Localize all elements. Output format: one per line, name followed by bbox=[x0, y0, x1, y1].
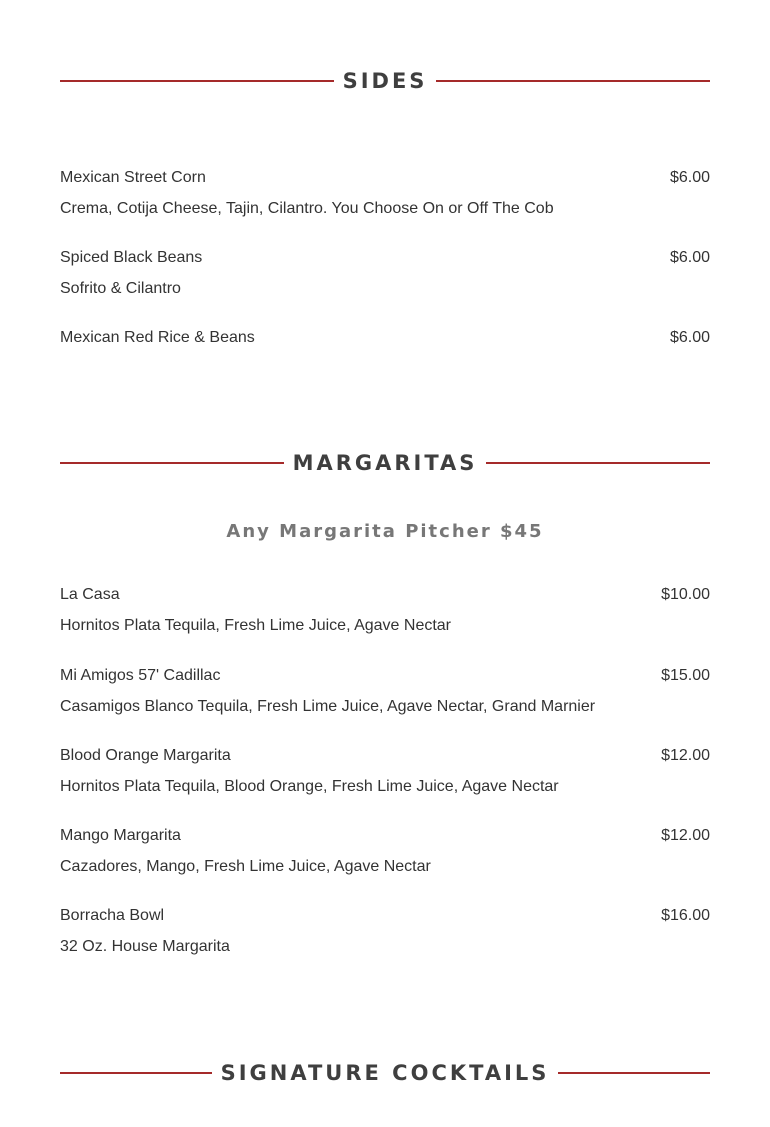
menu-item-mango-margarita bbox=[60, 826, 710, 877]
menu-item-spiced-black-beans bbox=[60, 248, 710, 299]
item-price: $10.00 bbox=[661, 586, 710, 603]
item-description: Hornitos Plata Tequila, Blood Orange, Fresh Lime Juice, Agave Nectar bbox=[60, 778, 559, 795]
sides-heading bbox=[60, 66, 710, 96]
signature-cocktails-title: SIGNATURE COCKTAILS bbox=[220, 1061, 550, 1085]
heading-rule-left bbox=[60, 80, 334, 82]
item-description: Cazadores, Mango, Fresh Lime Juice, Agave Nectar bbox=[60, 858, 431, 875]
item-name: Blood Orange Margarita bbox=[60, 747, 231, 764]
heading-rule-right bbox=[436, 80, 710, 82]
item-price: $12.00 bbox=[661, 747, 710, 764]
item-name: La Casa bbox=[60, 586, 120, 603]
item-name: Mango Margarita bbox=[60, 827, 181, 844]
heading-rule-left bbox=[60, 1072, 212, 1074]
item-name: Mexican Street Corn bbox=[60, 169, 206, 186]
margaritas-title: MARGARITAS bbox=[292, 451, 478, 475]
sides-title: SIDES bbox=[342, 69, 428, 93]
item-description: Hornitos Plata Tequila, Fresh Lime Juice, Agave Nectar bbox=[60, 617, 452, 634]
item-description: Casamigos Blanco Tequila, Fresh Lime Juice, Agave Nectar, Grand Marnier bbox=[60, 698, 596, 715]
heading-rule-right bbox=[558, 1072, 710, 1074]
item-price: $6.00 bbox=[669, 169, 710, 186]
pitcher-subheading: Any Margarita Pitcher $45 bbox=[226, 521, 544, 542]
menu-item-mexican-red-rice-beans bbox=[60, 328, 710, 348]
menu-item-mi-amigos-cadillac bbox=[60, 666, 710, 717]
signature-cocktails-heading bbox=[60, 1058, 710, 1088]
item-name: Mexican Red Rice & Beans bbox=[60, 329, 255, 346]
heading-rule-right bbox=[486, 462, 710, 464]
item-price: $12.00 bbox=[661, 827, 710, 844]
item-price: $15.00 bbox=[661, 667, 710, 684]
menu-item-borracha-bowl bbox=[60, 906, 710, 957]
item-price: $6.00 bbox=[669, 249, 710, 266]
margaritas-heading bbox=[60, 448, 710, 478]
menu-item-la-casa bbox=[60, 585, 710, 636]
item-name: Spiced Black Beans bbox=[60, 249, 203, 266]
item-description: 32 Oz. House Margarita bbox=[60, 938, 230, 955]
item-name: Mi Amigos 57' Cadillac bbox=[60, 667, 221, 684]
item-price: $6.00 bbox=[669, 329, 710, 346]
item-description: Crema, Cotija Cheese, Tajin, Cilantro. You Choose On or Off The Cob bbox=[60, 200, 554, 217]
item-name: Borracha Bowl bbox=[60, 907, 165, 924]
menu-item-mexican-street-corn bbox=[60, 168, 710, 219]
item-price: $16.00 bbox=[661, 907, 710, 924]
item-description: Sofrito & Cilantro bbox=[60, 280, 181, 297]
heading-rule-left bbox=[60, 462, 284, 464]
menu-item-blood-orange-margarita bbox=[60, 746, 710, 797]
